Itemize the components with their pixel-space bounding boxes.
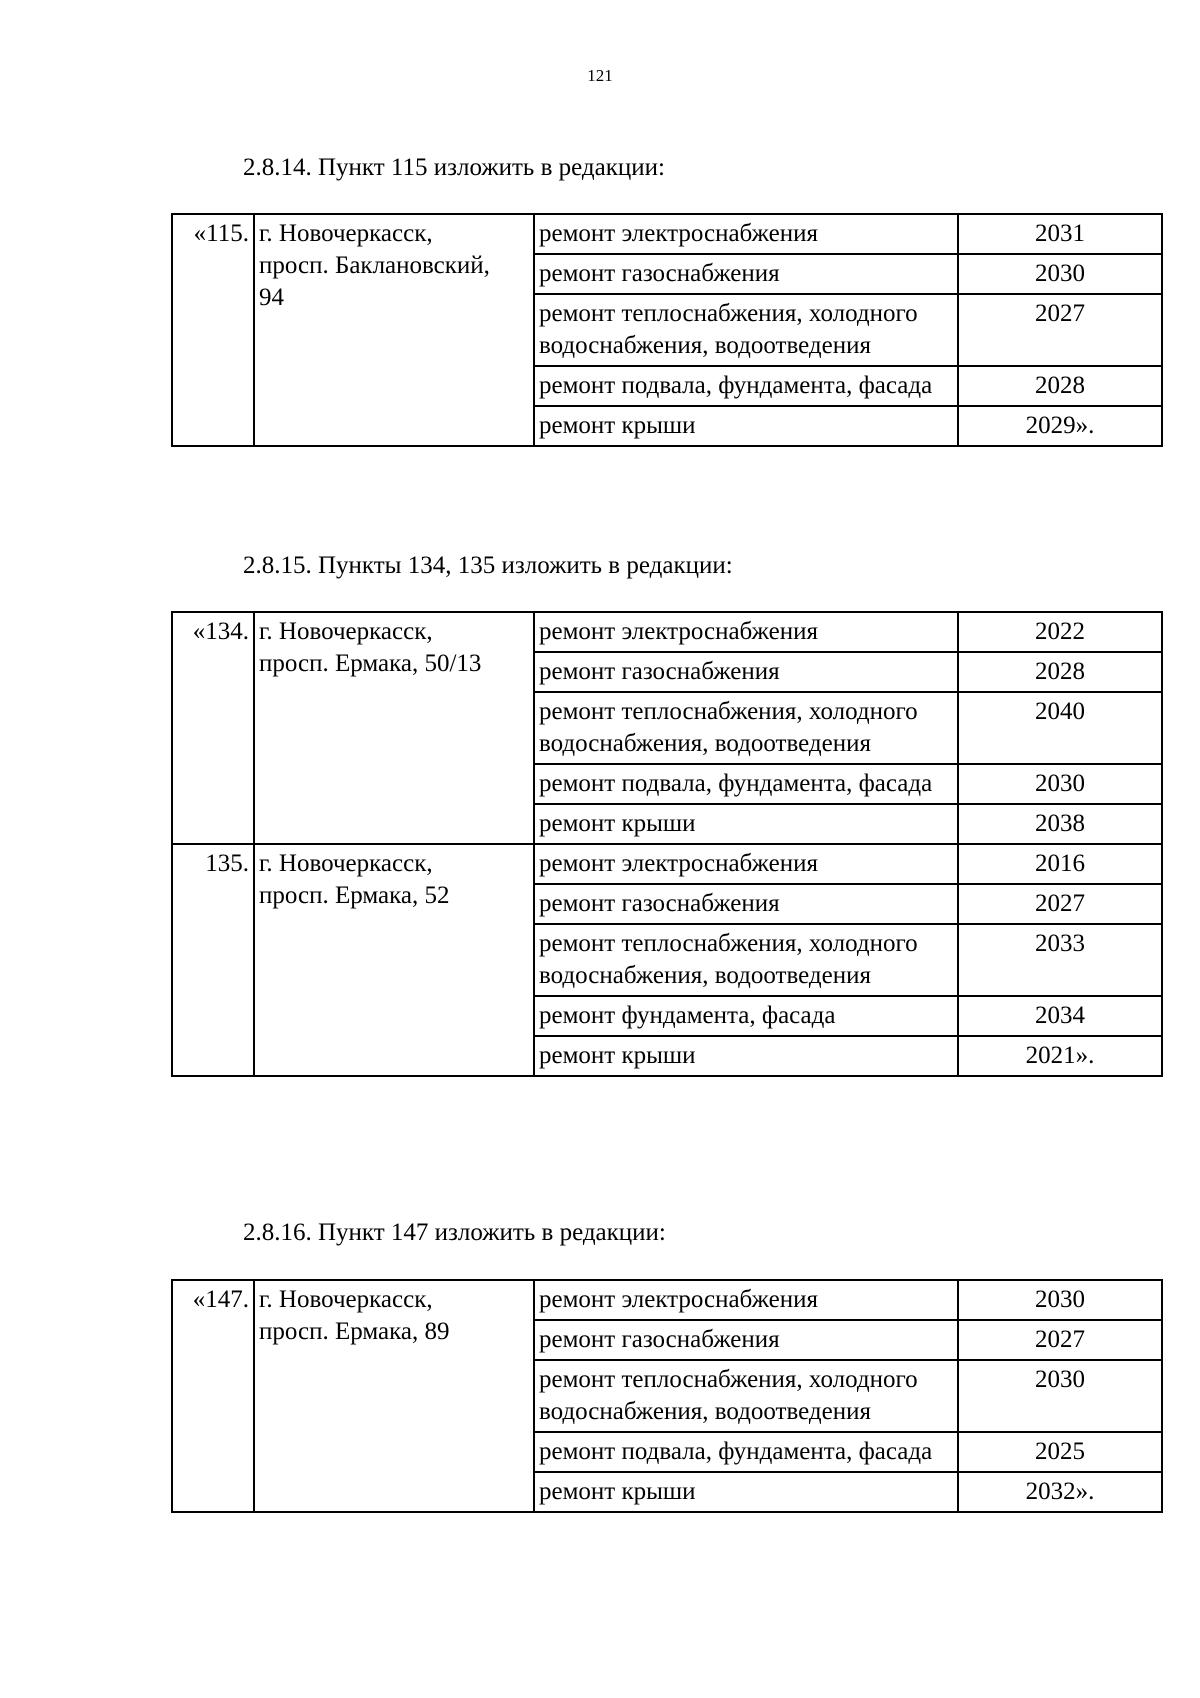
table-row bbox=[172, 612, 1162, 652]
work-name: ремонт теплоснабжения, холодного водоснабжения, водоотведения bbox=[534, 294, 958, 366]
work-name: ремонт газоснабжения bbox=[534, 884, 958, 924]
work-name: ремонт газоснабжения bbox=[534, 1320, 958, 1360]
work-name: ремонт электроснабжения bbox=[534, 844, 958, 884]
item-number: «134. bbox=[172, 612, 254, 844]
work-year: 2031 bbox=[958, 214, 1162, 254]
work-year: 2029». bbox=[958, 406, 1162, 446]
table-row bbox=[172, 844, 1162, 884]
work-year: 2027 bbox=[958, 1320, 1162, 1360]
work-name: ремонт крыши bbox=[534, 804, 958, 844]
work-year: 2021». bbox=[958, 1036, 1162, 1076]
work-name: ремонт теплоснабжения, холодного водоснабжения, водоотведения bbox=[534, 692, 958, 764]
table-items-134-135 bbox=[171, 611, 1163, 1077]
work-name: ремонт теплоснабжения, холодного водоснабжения, водоотведения bbox=[534, 1360, 958, 1432]
table-item-115 bbox=[171, 213, 1163, 447]
work-year: 2030 bbox=[958, 764, 1162, 804]
work-year: 2032». bbox=[958, 1472, 1162, 1512]
table-row bbox=[172, 1280, 1162, 1320]
item-number: «147. bbox=[172, 1280, 254, 1512]
page-number: 121 bbox=[587, 66, 613, 85]
item-address: г. Новочеркасск, просп. Ермака, 50/13 bbox=[254, 612, 534, 844]
work-name: ремонт теплоснабжения, холодного водоснабжения, водоотведения bbox=[534, 924, 958, 996]
table-item-147 bbox=[171, 1279, 1163, 1513]
work-year: 2030 bbox=[958, 254, 1162, 294]
work-year: 2016 bbox=[958, 844, 1162, 884]
work-name: ремонт фундамента, фасада bbox=[534, 996, 958, 1036]
work-name: ремонт электроснабжения bbox=[534, 612, 958, 652]
work-name: ремонт крыши bbox=[534, 1472, 958, 1512]
section-heading-2-8-16: 2.8.16. Пункт 147 изложить в редакции: bbox=[243, 1219, 666, 1246]
item-number: «115. bbox=[172, 214, 254, 446]
item-address: г. Новочеркасск, просп. Ермака, 89 bbox=[254, 1280, 534, 1512]
work-name: ремонт крыши bbox=[534, 406, 958, 446]
work-year: 2040 bbox=[958, 692, 1162, 764]
work-year: 2022 bbox=[958, 612, 1162, 652]
work-name: ремонт подвала, фундамента, фасада bbox=[534, 366, 958, 406]
item-address: г. Новочеркасск, просп. Ермака, 52 bbox=[254, 844, 534, 1076]
work-year: 2034 bbox=[958, 996, 1162, 1036]
work-year: 2038 bbox=[958, 804, 1162, 844]
work-year: 2027 bbox=[958, 294, 1162, 366]
section-heading-2-8-15: 2.8.15. Пункты 134, 135 изложить в редакции: bbox=[243, 552, 733, 579]
work-name: ремонт электроснабжения bbox=[534, 1280, 958, 1320]
work-name: ремонт газоснабжения bbox=[534, 254, 958, 294]
work-name: ремонт подвала, фундамента, фасада bbox=[534, 764, 958, 804]
item-address: г. Новочеркасск, просп. Баклановский, 94 bbox=[254, 214, 534, 446]
work-year: 2028 bbox=[958, 652, 1162, 692]
work-year: 2030 bbox=[958, 1280, 1162, 1320]
work-name: ремонт электроснабжения bbox=[534, 214, 958, 254]
work-name: ремонт подвала, фундамента, фасада bbox=[534, 1432, 958, 1472]
item-number: 135. bbox=[172, 844, 254, 1076]
work-year: 2027 bbox=[958, 884, 1162, 924]
work-year: 2028 bbox=[958, 366, 1162, 406]
table-row bbox=[172, 214, 1162, 254]
work-year: 2033 bbox=[958, 924, 1162, 996]
section-heading-2-8-14: 2.8.14. Пункт 115 изложить в редакции: bbox=[243, 154, 665, 181]
work-year: 2025 bbox=[958, 1432, 1162, 1472]
work-year: 2030 bbox=[958, 1360, 1162, 1432]
work-name: ремонт газоснабжения bbox=[534, 652, 958, 692]
work-name: ремонт крыши bbox=[534, 1036, 958, 1076]
